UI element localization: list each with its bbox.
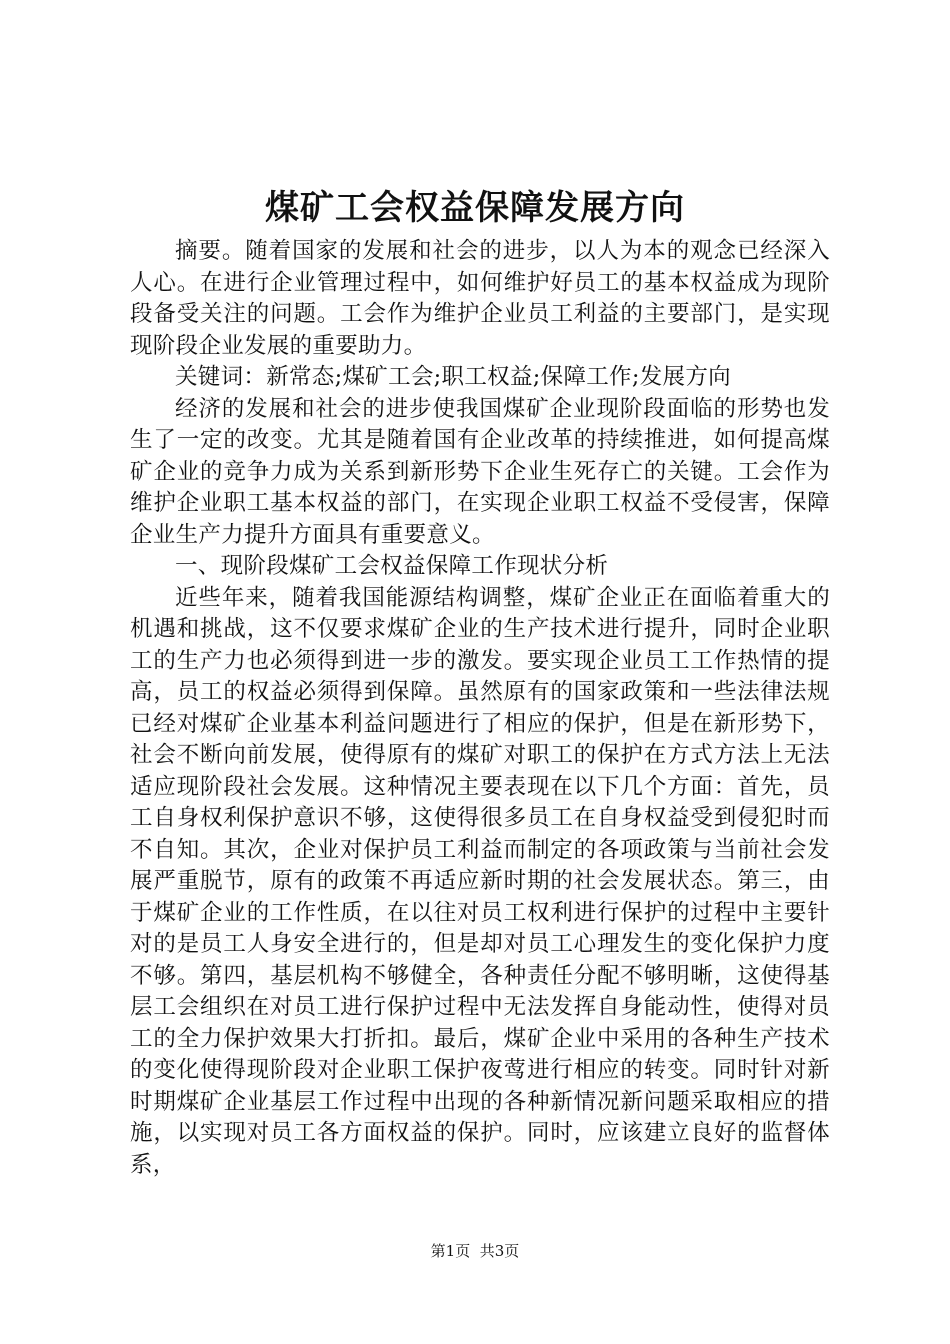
document-title: 煤矿工会权益保障发展方向 [265, 188, 685, 228]
page-footer [0, 1241, 950, 1261]
document-body [130, 236, 830, 1181]
intro-paragraph: 经济的发展和社会的进步使我国煤矿企业现阶段面临的形势也发生了一定的改变。尤其是随着国有企业改革的持续推进，如何提高煤矿企业的竞争力成为关系到新形势下企业生死存亡的关键。工会作为维护企业职工基本权益的部门，在实现企业职工权益不受侵害，保障企业生产力提升方面具有重要意义。 [130, 395, 830, 548]
page-number: 第1页 [430, 1242, 471, 1260]
abstract-paragraph: 摘要。随着国家的发展和社会的进步，以人为本的观念已经深入人心。在进行企业管理过程中，如何维护好员工的基本权益成为现阶段备受关注的问题。工会作为维护企业员工利益的主要部门，是实现现阶段企业发展的重要助力。 [130, 238, 830, 359]
section-heading: 一、现阶段煤矿工会权益保障工作现状分析 [175, 553, 609, 579]
keywords-paragraph: 关键词：新常态;煤矿工会;职工权益;保障工作;发展方向 [175, 364, 731, 390]
body-paragraph: 近些年来，随着我国能源结构调整，煤矿企业正在面临着重大的机遇和挑战，这不仅要求煤矿企业的生产技术进行提升，同时企业职工的生产力也必须得到进一步的激发。要实现企业员工工作热情的提高，员工的权益必须得到保障。虽然原有的国家政策和一些法律法规已经对煤矿企业基本利益问题进行了相应的保护，但是在新形势下，社会不断向前发展，使得原有的煤矿对职工的保护在方式方法上无法适应现阶段社会发展。这种情况主要表现在以下几个方面：首先，员工自身权利保护意识不够，这使得很多员工在自身权益受到侵犯时而不自知。其次，企业对保护员工利益而制定的各项政策与当前社会发展严重脱节，原有的政策不再适应新时期的社会发展状态。第三，由于煤矿企业的工作性质，在以往对员工权利进行保护的过程中主要针对的是员工人身安全进行的，但是却对员工心理发生的变化保护力度不够。第四，基层机构不够健全，各种责任分配不够明晰，这使得基层工会组织在对员工进行保护过程中无法发挥自身能动性，使得对员工的全力保护效果大打折扣。最后，煤矿企业中采用的各种生产技术的变化使得现阶段对企业职工保护夜莺进行相应的转变。同时针对新时期煤矿企业基层工作过程中出现的各种新情况新问题采取相应的措施，以实现对员工各方面权益的保护。同时，应该建立良好的监督体系， [130, 584, 830, 1178]
total-pages: 共3页 [479, 1242, 520, 1260]
footer-spacer [470, 1242, 480, 1260]
